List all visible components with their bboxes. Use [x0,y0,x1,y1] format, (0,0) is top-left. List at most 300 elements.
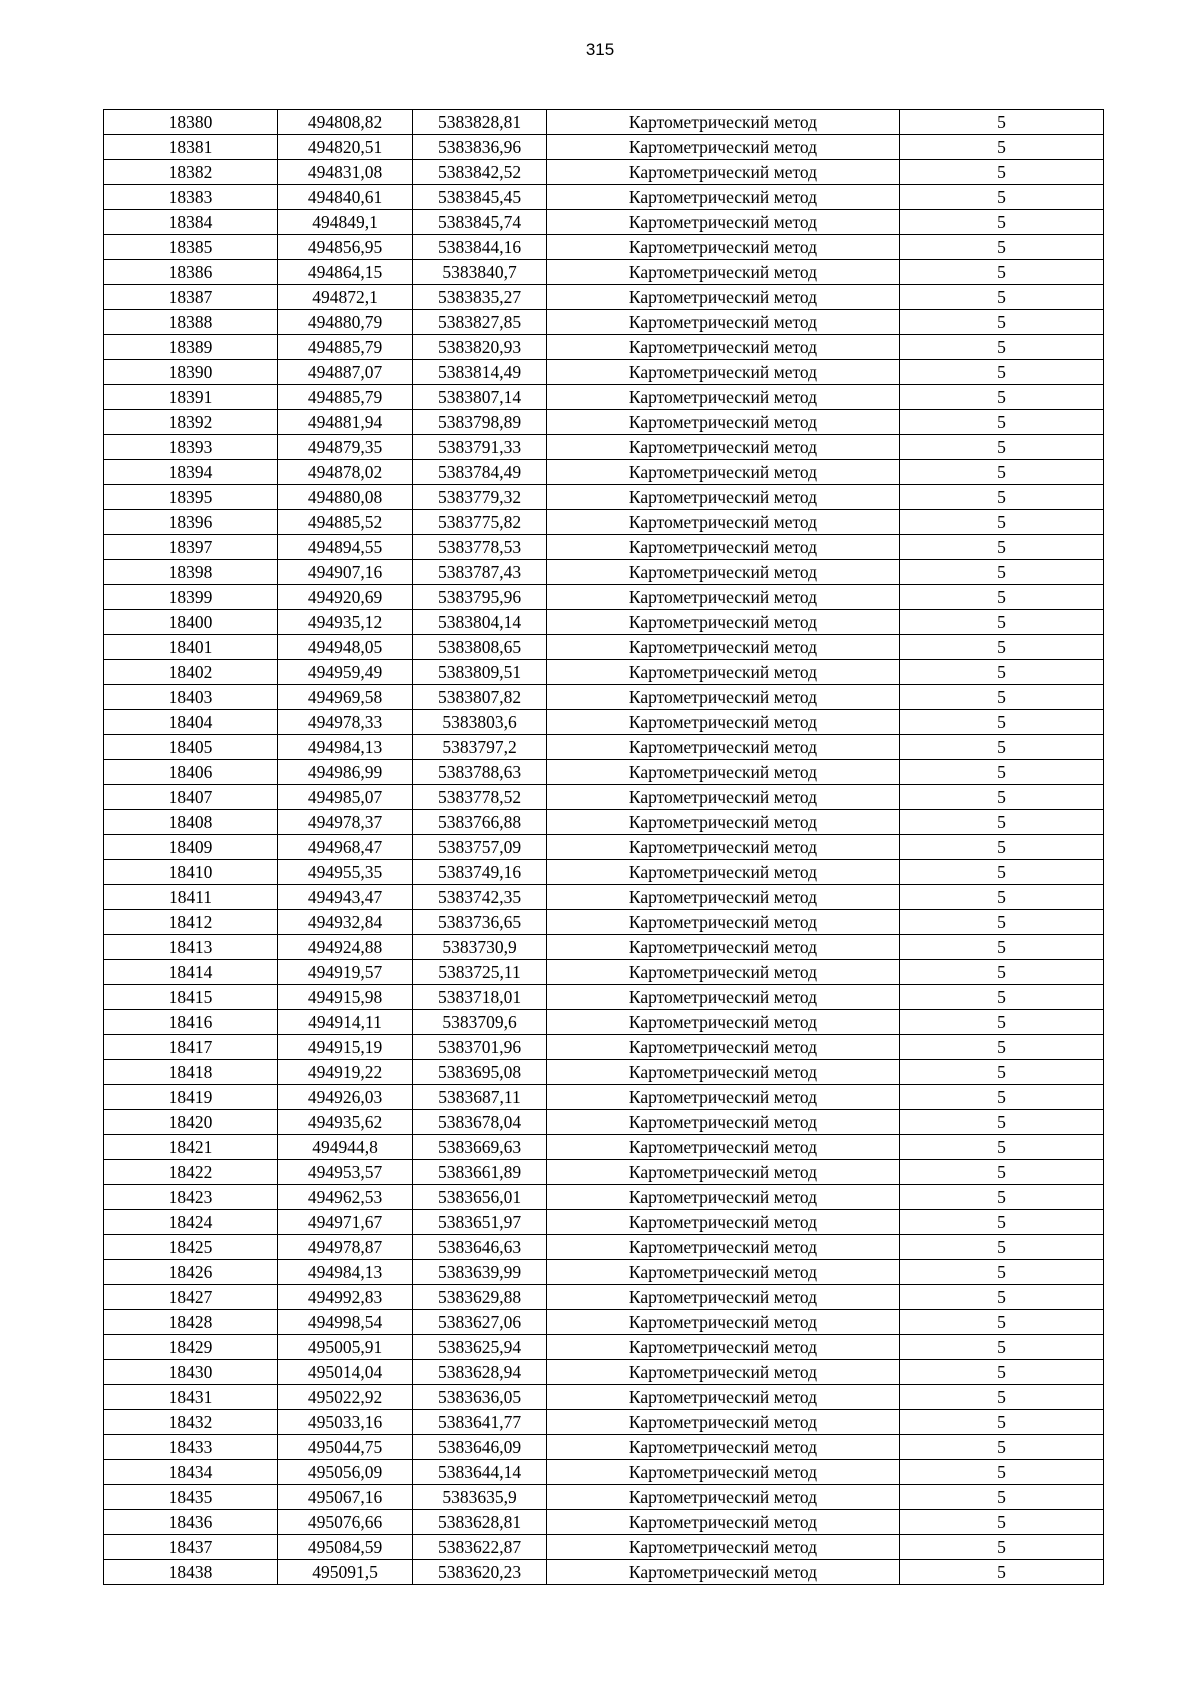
point-number-cell: 18414 [104,960,278,985]
method-cell: Картометрический метод [547,785,900,810]
method-cell: Картометрический метод [547,610,900,635]
y-coordinate-cell: 5383828,81 [413,110,547,135]
x-coordinate-cell: 494864,15 [278,260,413,285]
accuracy-cell: 5 [900,310,1104,335]
table-row [104,1510,1104,1535]
method-cell: Картометрический метод [547,1210,900,1235]
y-coordinate-cell: 5383725,11 [413,960,547,985]
point-number-cell: 18393 [104,435,278,460]
y-coordinate-cell: 5383709,6 [413,1010,547,1035]
table-row [104,110,1104,135]
x-coordinate-cell: 494926,03 [278,1085,413,1110]
method-cell: Картометрический метод [547,1410,900,1435]
accuracy-cell: 5 [900,635,1104,660]
accuracy-cell: 5 [900,410,1104,435]
point-number-cell: 18421 [104,1135,278,1160]
accuracy-cell: 5 [900,385,1104,410]
y-coordinate-cell: 5383627,06 [413,1310,547,1335]
point-number-cell: 18388 [104,310,278,335]
accuracy-cell: 5 [900,560,1104,585]
accuracy-cell: 5 [900,735,1104,760]
y-coordinate-cell: 5383778,52 [413,785,547,810]
method-cell: Картометрический метод [547,135,900,160]
table-row [104,1360,1104,1385]
point-number-cell: 18433 [104,1435,278,1460]
x-coordinate-cell: 494880,08 [278,485,413,510]
point-number-cell: 18410 [104,860,278,885]
table-row [104,310,1104,335]
x-coordinate-cell: 494820,51 [278,135,413,160]
point-number-cell: 18408 [104,810,278,835]
accuracy-cell: 5 [900,435,1104,460]
table-row [104,585,1104,610]
table-row [104,235,1104,260]
method-cell: Картометрический метод [547,510,900,535]
point-number-cell: 18404 [104,710,278,735]
x-coordinate-cell: 494872,1 [278,285,413,310]
accuracy-cell: 5 [900,1560,1104,1585]
method-cell: Картометрический метод [547,1260,900,1285]
method-cell: Картометрический метод [547,485,900,510]
method-cell: Картометрический метод [547,835,900,860]
y-coordinate-cell: 5383804,14 [413,610,547,635]
table-row [104,1560,1104,1585]
method-cell: Картометрический метод [547,335,900,360]
table-row [104,910,1104,935]
y-coordinate-cell: 5383639,99 [413,1260,547,1285]
table-row [104,1535,1104,1560]
accuracy-cell: 5 [900,1410,1104,1435]
x-coordinate-cell: 494856,95 [278,235,413,260]
accuracy-cell: 5 [900,610,1104,635]
x-coordinate-cell: 495044,75 [278,1435,413,1460]
table-row [104,835,1104,860]
x-coordinate-cell: 494831,08 [278,160,413,185]
point-number-cell: 18403 [104,685,278,710]
accuracy-cell: 5 [900,535,1104,560]
x-coordinate-cell: 494808,82 [278,110,413,135]
x-coordinate-cell: 494948,05 [278,635,413,660]
coordinates-table-body [104,110,1104,1585]
point-number-cell: 18430 [104,1360,278,1385]
y-coordinate-cell: 5383803,6 [413,710,547,735]
point-number-cell: 18385 [104,235,278,260]
x-coordinate-cell: 494919,57 [278,960,413,985]
method-cell: Картометрический метод [547,285,900,310]
x-coordinate-cell: 494959,49 [278,660,413,685]
point-number-cell: 18400 [104,610,278,635]
point-number-cell: 18396 [104,510,278,535]
y-coordinate-cell: 5383736,65 [413,910,547,935]
accuracy-cell: 5 [900,585,1104,610]
y-coordinate-cell: 5383807,82 [413,685,547,710]
x-coordinate-cell: 494915,19 [278,1035,413,1060]
point-number-cell: 18407 [104,785,278,810]
accuracy-cell: 5 [900,960,1104,985]
x-coordinate-cell: 494986,99 [278,760,413,785]
y-coordinate-cell: 5383842,52 [413,160,547,185]
method-cell: Картометрический метод [547,1360,900,1385]
point-number-cell: 18426 [104,1260,278,1285]
method-cell: Картометрический метод [547,660,900,685]
point-number-cell: 18391 [104,385,278,410]
y-coordinate-cell: 5383629,88 [413,1285,547,1310]
x-coordinate-cell: 494885,52 [278,510,413,535]
method-cell: Картометрический метод [547,110,900,135]
x-coordinate-cell: 494978,87 [278,1235,413,1260]
method-cell: Картометрический метод [547,760,900,785]
table-row [104,485,1104,510]
table-row [104,460,1104,485]
y-coordinate-cell: 5383678,04 [413,1110,547,1135]
accuracy-cell: 5 [900,885,1104,910]
y-coordinate-cell: 5383836,96 [413,135,547,160]
point-number-cell: 18427 [104,1285,278,1310]
table-row [104,985,1104,1010]
accuracy-cell: 5 [900,1310,1104,1335]
table-row [104,1285,1104,1310]
y-coordinate-cell: 5383845,74 [413,210,547,235]
table-row [104,1435,1104,1460]
accuracy-cell: 5 [900,110,1104,135]
y-coordinate-cell: 5383646,09 [413,1435,547,1460]
accuracy-cell: 5 [900,935,1104,960]
y-coordinate-cell: 5383651,97 [413,1210,547,1235]
y-coordinate-cell: 5383644,14 [413,1460,547,1485]
method-cell: Картометрический метод [547,1510,900,1535]
method-cell: Картометрический метод [547,885,900,910]
table-row [104,1235,1104,1260]
point-number-cell: 18423 [104,1185,278,1210]
y-coordinate-cell: 5383669,63 [413,1135,547,1160]
y-coordinate-cell: 5383635,9 [413,1485,547,1510]
y-coordinate-cell: 5383656,01 [413,1185,547,1210]
point-number-cell: 18435 [104,1485,278,1510]
table-row [104,535,1104,560]
table-row [104,210,1104,235]
method-cell: Картометрический метод [547,710,900,735]
table-row [104,285,1104,310]
x-coordinate-cell: 494998,54 [278,1310,413,1335]
method-cell: Картометрический метод [547,235,900,260]
y-coordinate-cell: 5383766,88 [413,810,547,835]
table-row [104,1110,1104,1135]
x-coordinate-cell: 494924,88 [278,935,413,960]
y-coordinate-cell: 5383809,51 [413,660,547,685]
x-coordinate-cell: 494953,57 [278,1160,413,1185]
y-coordinate-cell: 5383730,9 [413,935,547,960]
x-coordinate-cell: 494849,1 [278,210,413,235]
point-number-cell: 18383 [104,185,278,210]
x-coordinate-cell: 494984,13 [278,735,413,760]
table-row [104,1060,1104,1085]
y-coordinate-cell: 5383628,94 [413,1360,547,1385]
point-number-cell: 18437 [104,1535,278,1560]
point-number-cell: 18415 [104,985,278,1010]
method-cell: Картометрический метод [547,260,900,285]
y-coordinate-cell: 5383695,08 [413,1060,547,1085]
accuracy-cell: 5 [900,1335,1104,1360]
accuracy-cell: 5 [900,235,1104,260]
point-number-cell: 18424 [104,1210,278,1235]
table-row [104,1135,1104,1160]
point-number-cell: 18392 [104,410,278,435]
table-row [104,1335,1104,1360]
x-coordinate-cell: 495091,5 [278,1560,413,1585]
method-cell: Картометрический метод [547,435,900,460]
y-coordinate-cell: 5383701,96 [413,1035,547,1060]
table-row [104,1485,1104,1510]
method-cell: Картометрический метод [547,1485,900,1510]
point-number-cell: 18420 [104,1110,278,1135]
accuracy-cell: 5 [900,210,1104,235]
point-number-cell: 18425 [104,1235,278,1260]
accuracy-cell: 5 [900,1060,1104,1085]
x-coordinate-cell: 494978,37 [278,810,413,835]
table-row [104,1310,1104,1335]
accuracy-cell: 5 [900,835,1104,860]
table-row [104,1260,1104,1285]
y-coordinate-cell: 5383625,94 [413,1335,547,1360]
method-cell: Картометрический метод [547,1310,900,1335]
y-coordinate-cell: 5383788,63 [413,760,547,785]
accuracy-cell: 5 [900,685,1104,710]
point-number-cell: 18390 [104,360,278,385]
point-number-cell: 18406 [104,760,278,785]
y-coordinate-cell: 5383622,87 [413,1535,547,1560]
x-coordinate-cell: 495005,91 [278,1335,413,1360]
method-cell: Картометрический метод [547,460,900,485]
table-row [104,1185,1104,1210]
point-number-cell: 18413 [104,935,278,960]
method-cell: Картометрический метод [547,585,900,610]
table-row [104,160,1104,185]
point-number-cell: 18431 [104,1385,278,1410]
table-row [104,710,1104,735]
point-number-cell: 18432 [104,1410,278,1435]
method-cell: Картометрический метод [547,560,900,585]
table-row [104,385,1104,410]
table-row [104,1410,1104,1435]
method-cell: Картометрический метод [547,1085,900,1110]
x-coordinate-cell: 494955,35 [278,860,413,885]
point-number-cell: 18402 [104,660,278,685]
y-coordinate-cell: 5383757,09 [413,835,547,860]
x-coordinate-cell: 494915,98 [278,985,413,1010]
accuracy-cell: 5 [900,1460,1104,1485]
method-cell: Картометрический метод [547,1285,900,1310]
y-coordinate-cell: 5383845,45 [413,185,547,210]
x-coordinate-cell: 494919,22 [278,1060,413,1085]
y-coordinate-cell: 5383807,14 [413,385,547,410]
x-coordinate-cell: 495033,16 [278,1410,413,1435]
accuracy-cell: 5 [900,510,1104,535]
table-row [104,760,1104,785]
x-coordinate-cell: 494968,47 [278,835,413,860]
table-row [104,185,1104,210]
y-coordinate-cell: 5383778,53 [413,535,547,560]
accuracy-cell: 5 [900,1435,1104,1460]
accuracy-cell: 5 [900,1285,1104,1310]
table-row [104,435,1104,460]
point-number-cell: 18382 [104,160,278,185]
x-coordinate-cell: 494880,79 [278,310,413,335]
table-row [104,610,1104,635]
y-coordinate-cell: 5383636,05 [413,1385,547,1410]
y-coordinate-cell: 5383749,16 [413,860,547,885]
method-cell: Картометрический метод [547,1135,900,1160]
method-cell: Картометрический метод [547,1235,900,1260]
y-coordinate-cell: 5383797,2 [413,735,547,760]
table-row [104,360,1104,385]
accuracy-cell: 5 [900,1260,1104,1285]
point-number-cell: 18380 [104,110,278,135]
x-coordinate-cell: 494962,53 [278,1185,413,1210]
accuracy-cell: 5 [900,1360,1104,1385]
method-cell: Картометрический метод [547,185,900,210]
method-cell: Картометрический метод [547,1110,900,1135]
accuracy-cell: 5 [900,185,1104,210]
method-cell: Картометрический метод [547,1435,900,1460]
accuracy-cell: 5 [900,335,1104,360]
point-number-cell: 18417 [104,1035,278,1060]
accuracy-cell: 5 [900,1185,1104,1210]
y-coordinate-cell: 5383814,49 [413,360,547,385]
point-number-cell: 18438 [104,1560,278,1585]
table-row [104,735,1104,760]
table-row [104,960,1104,985]
x-coordinate-cell: 494944,8 [278,1135,413,1160]
y-coordinate-cell: 5383646,63 [413,1235,547,1260]
point-number-cell: 18412 [104,910,278,935]
method-cell: Картометрический метод [547,735,900,760]
x-coordinate-cell: 494992,83 [278,1285,413,1310]
table-row [104,785,1104,810]
method-cell: Картометрический метод [547,385,900,410]
point-number-cell: 18398 [104,560,278,585]
y-coordinate-cell: 5383791,33 [413,435,547,460]
method-cell: Картометрический метод [547,360,900,385]
method-cell: Картометрический метод [547,635,900,660]
method-cell: Картометрический метод [547,960,900,985]
table-row [104,1385,1104,1410]
point-number-cell: 18436 [104,1510,278,1535]
accuracy-cell: 5 [900,910,1104,935]
x-coordinate-cell: 495056,09 [278,1460,413,1485]
x-coordinate-cell: 494943,47 [278,885,413,910]
x-coordinate-cell: 494971,67 [278,1210,413,1235]
x-coordinate-cell: 494840,61 [278,185,413,210]
x-coordinate-cell: 495022,92 [278,1385,413,1410]
accuracy-cell: 5 [900,160,1104,185]
accuracy-cell: 5 [900,710,1104,735]
table-row [104,935,1104,960]
accuracy-cell: 5 [900,1385,1104,1410]
x-coordinate-cell: 494984,13 [278,1260,413,1285]
coordinates-table [103,109,1104,1585]
accuracy-cell: 5 [900,460,1104,485]
table-row [104,1160,1104,1185]
method-cell: Картометрический метод [547,1535,900,1560]
accuracy-cell: 5 [900,260,1104,285]
y-coordinate-cell: 5383798,89 [413,410,547,435]
accuracy-cell: 5 [900,1085,1104,1110]
x-coordinate-cell: 495076,66 [278,1510,413,1535]
table-row [104,1035,1104,1060]
method-cell: Картометрический метод [547,1185,900,1210]
accuracy-cell: 5 [900,1035,1104,1060]
method-cell: Картометрический метод [547,410,900,435]
x-coordinate-cell: 494978,33 [278,710,413,735]
x-coordinate-cell: 495084,59 [278,1535,413,1560]
method-cell: Картометрический метод [547,1010,900,1035]
x-coordinate-cell: 494935,62 [278,1110,413,1135]
y-coordinate-cell: 5383844,16 [413,235,547,260]
point-number-cell: 18399 [104,585,278,610]
table-row [104,135,1104,160]
x-coordinate-cell: 494881,94 [278,410,413,435]
point-number-cell: 18434 [104,1460,278,1485]
accuracy-cell: 5 [900,660,1104,685]
point-number-cell: 18428 [104,1310,278,1335]
y-coordinate-cell: 5383827,85 [413,310,547,335]
accuracy-cell: 5 [900,360,1104,385]
y-coordinate-cell: 5383808,65 [413,635,547,660]
x-coordinate-cell: 494885,79 [278,385,413,410]
method-cell: Картометрический метод [547,1385,900,1410]
method-cell: Картометрический метод [547,910,900,935]
table-row [104,860,1104,885]
point-number-cell: 18389 [104,335,278,360]
point-number-cell: 18397 [104,535,278,560]
table-row [104,1210,1104,1235]
method-cell: Картометрический метод [547,1060,900,1085]
accuracy-cell: 5 [900,785,1104,810]
method-cell: Картометрический метод [547,1560,900,1585]
point-number-cell: 18401 [104,635,278,660]
accuracy-cell: 5 [900,1010,1104,1035]
point-number-cell: 18384 [104,210,278,235]
accuracy-cell: 5 [900,1235,1104,1260]
x-coordinate-cell: 494920,69 [278,585,413,610]
y-coordinate-cell: 5383628,81 [413,1510,547,1535]
point-number-cell: 18386 [104,260,278,285]
y-coordinate-cell: 5383795,96 [413,585,547,610]
accuracy-cell: 5 [900,135,1104,160]
method-cell: Картометрический метод [547,1035,900,1060]
accuracy-cell: 5 [900,1485,1104,1510]
method-cell: Картометрический метод [547,1335,900,1360]
y-coordinate-cell: 5383835,27 [413,285,547,310]
accuracy-cell: 5 [900,760,1104,785]
x-coordinate-cell: 495014,04 [278,1360,413,1385]
x-coordinate-cell: 494969,58 [278,685,413,710]
point-number-cell: 18422 [104,1160,278,1185]
x-coordinate-cell: 494932,84 [278,910,413,935]
table-row [104,1085,1104,1110]
y-coordinate-cell: 5383840,7 [413,260,547,285]
table-row [104,685,1104,710]
method-cell: Картометрический метод [547,685,900,710]
accuracy-cell: 5 [900,285,1104,310]
accuracy-cell: 5 [900,1210,1104,1235]
point-number-cell: 18381 [104,135,278,160]
table-row [104,335,1104,360]
accuracy-cell: 5 [900,1160,1104,1185]
method-cell: Картометрический метод [547,1460,900,1485]
point-number-cell: 18387 [104,285,278,310]
table-row [104,260,1104,285]
